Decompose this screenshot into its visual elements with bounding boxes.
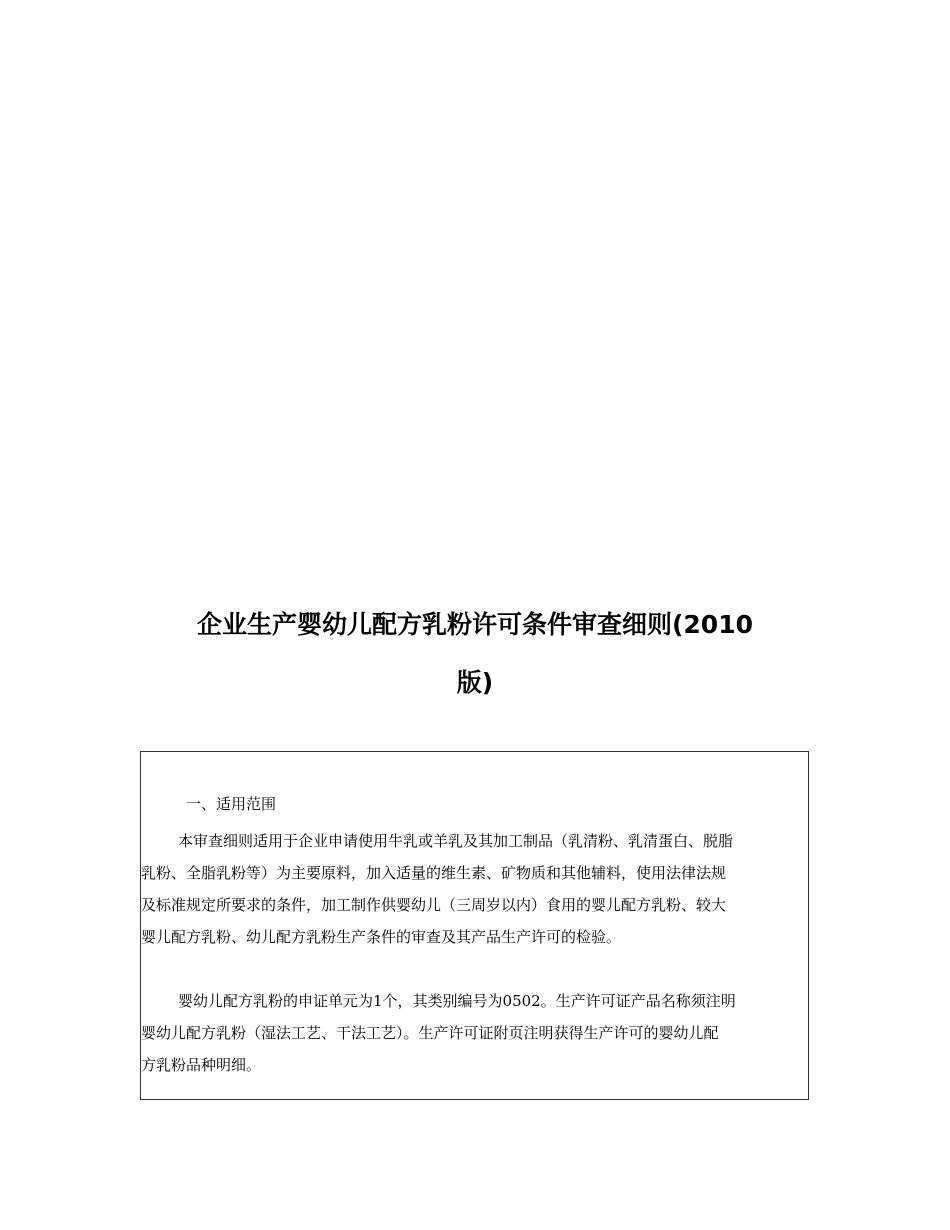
paragraph-license-unit: [141, 985, 809, 1081]
paragraph-line: 乳粉、全脂乳粉等）为主要原料，加入适量的维生素、矿物质和其他辅料，使用法律法规: [141, 864, 727, 882]
document-title-line-1: 企业生产婴幼儿配方乳粉许可条件审查细则(2010: [196, 610, 753, 639]
paragraph-line: 婴儿配方乳粉、幼儿配方乳粉生产条件的审查及其产品生产许可的检验。: [141, 928, 622, 946]
paragraph-line: 本审查细则适用于企业申请使用牛乳或羊乳及其加工制品（乳清粉、乳清蛋白、脱脂: [178, 832, 734, 850]
paragraph-line: 婴幼儿配方乳粉的申证单元为1个，其类别编号为0502。生产许可证产品名称须注明: [178, 992, 736, 1010]
content-box: [140, 751, 809, 1100]
paragraph-scope: [141, 825, 809, 953]
paragraph-line: 婴幼儿配方乳粉（湿法工艺、干法工艺）。生产许可证附页注明获得生产许可的婴幼儿配: [141, 1024, 719, 1042]
section-heading: 一、适用范围: [186, 795, 277, 813]
paragraph-line: 方乳粉品种明细。: [141, 1056, 262, 1074]
document-title-line-2: 版): [456, 668, 494, 697]
paragraph-line: 及标准规定所要求的条件，加工制作供婴幼儿（三周岁以内）食用的婴儿配方乳粉、较大: [141, 896, 727, 914]
document-title: [140, 596, 810, 712]
